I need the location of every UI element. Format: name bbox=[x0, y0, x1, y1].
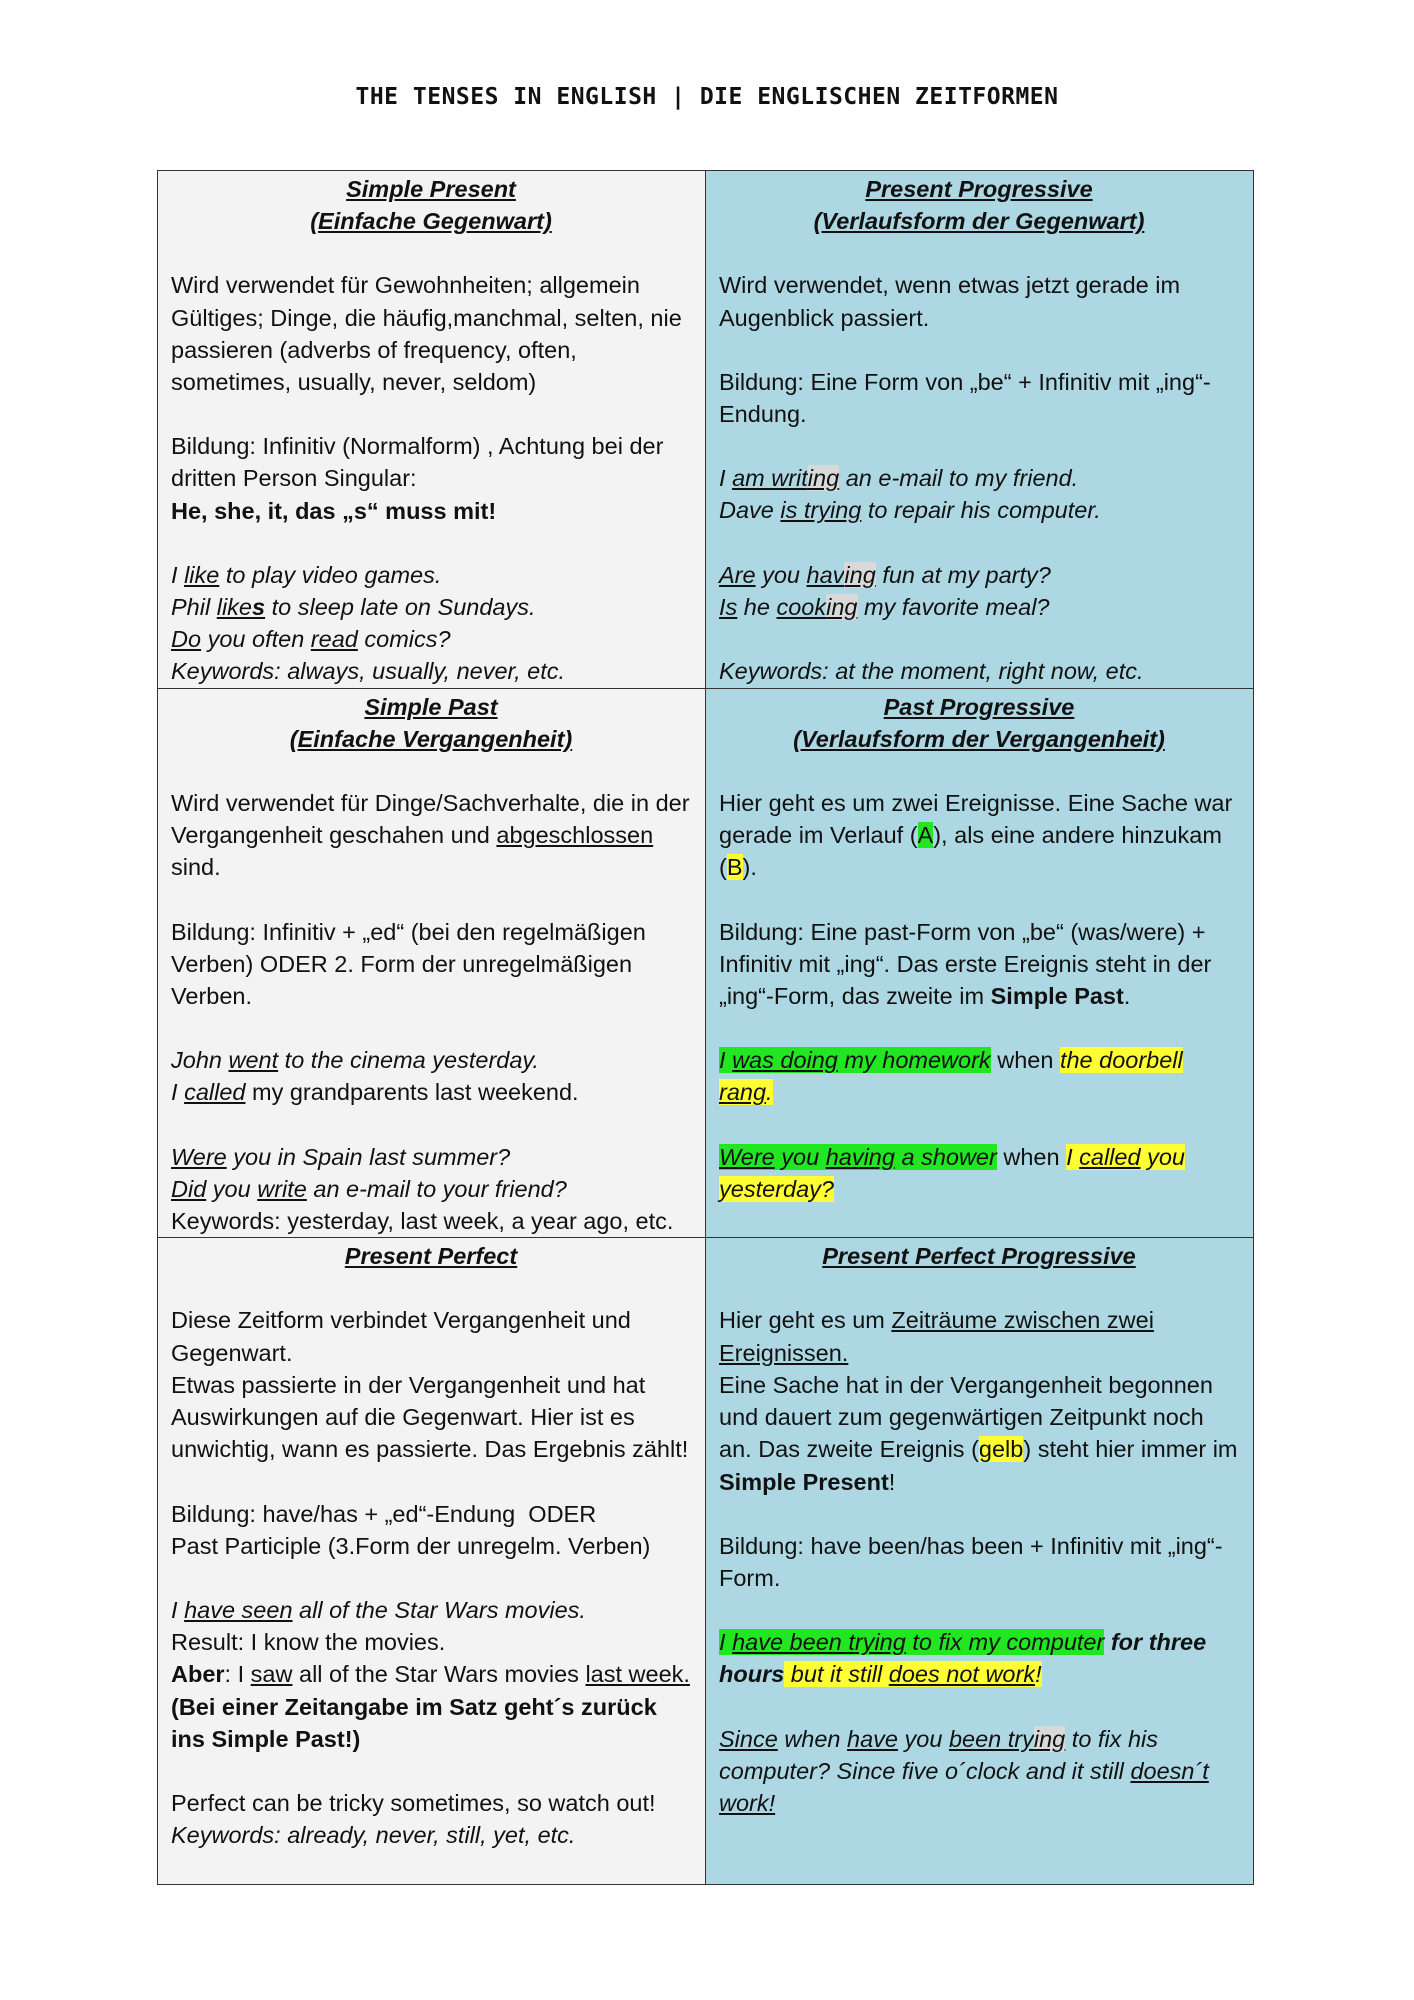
example-1: I like to play video games. bbox=[171, 561, 442, 588]
form-text-2: Past Participle (3.Form der unregelm. Verben) bbox=[171, 1532, 651, 1559]
cell-simple-present bbox=[158, 171, 706, 689]
form-text: Bildung: Eine past-Form von „be“ (was/were) + Infinitiv mit „ing“. Das erste Ereignis steht in der „ing“-Form, das zweite im Simple Past. bbox=[719, 918, 1212, 1010]
cell-present-progressive bbox=[706, 171, 1254, 689]
keywords: Keywords: yesterday, last week, a year ago, etc. bbox=[171, 1208, 674, 1235]
example-2: Were you having a shower when I called you yesterday? bbox=[719, 1143, 1185, 1202]
page-title: THE TENSES IN ENGLISH | DIE ENGLISCHEN ZEITFORMEN bbox=[355, 84, 1059, 110]
use-text-2: Etwas passierte in der Vergangenheit und hat Auswirkungen auf die Gegenwart. Hier ist es unwichtig, wann es passierte. Das Ergebnis zählt! bbox=[171, 1371, 689, 1463]
cell-past-progressive bbox=[706, 688, 1254, 1238]
use-text-2: Eine Sache hat in der Vergangenheit begonnen und dauert zum gegenwärtigen Zeitpunkt noch an. Das zweite Ereignis (gelb) steht hier immer im Simple Present! bbox=[719, 1371, 1238, 1495]
example-4: Is he cooking my favorite meal? bbox=[719, 593, 1050, 620]
subheading-simple-present: (Einfache Gegenwart) bbox=[310, 208, 552, 235]
keywords: Keywords: always, usually, never, etc. bbox=[171, 658, 566, 685]
table-row bbox=[158, 688, 1254, 1238]
example-1: I am writing an e-mail to my friend. bbox=[719, 465, 1079, 492]
form-text: Bildung: Eine Form von „be“ + Infinitiv mit „ing“-Endung. bbox=[719, 368, 1211, 428]
form-rule: He, she, it, das „s“ muss mit! bbox=[171, 497, 497, 524]
heading-simple-present: Simple Present bbox=[346, 176, 516, 202]
example-1: I have seen all of the Star Wars movies. bbox=[171, 1596, 586, 1623]
example-2: Since when have you been trying to fix his computer? Since five o´clock and it still doesn´t work! bbox=[719, 1725, 1209, 1816]
heading-simple-past: Simple Past bbox=[364, 693, 498, 720]
example-4: Did you write an e-mail to your friend? bbox=[171, 1175, 567, 1202]
warning-note: Perfect can be tricky sometimes, so watch out! bbox=[171, 1789, 656, 1816]
form-text: Bildung: Infinitiv + „ed“ (bei den regelmäßigen Verben) ODER 2. Form der unregelmäßigen Verben. bbox=[171, 918, 646, 1010]
heading-present-progressive: Present Progressive bbox=[865, 176, 1093, 202]
cell-present-perfect bbox=[158, 1238, 706, 1885]
example-2: Phil likes to sleep late on Sundays. bbox=[171, 594, 536, 621]
example-2: I called my grandparents last weekend. bbox=[171, 1079, 579, 1106]
cell-present-perfect-progressive bbox=[706, 1238, 1254, 1885]
example-3: Do you often read comics? bbox=[171, 626, 451, 653]
result-text: Result: I know the movies. bbox=[171, 1629, 446, 1656]
example-3: Are you having fun at my party? bbox=[719, 561, 1051, 588]
aber-note: Aber: I saw all of the Star Wars movies last week. (Bei einer Zeitangabe im Satz geht´s zurück ins Simple Past!) bbox=[171, 1661, 690, 1752]
subheading-simple-past: (Einfache Vergangenheit) bbox=[289, 725, 573, 752]
use-text: Wird verwendet für Gewohnheiten; allgemein Gültiges; Dinge, die häufig,manchmal, selten, nie passieren (adverbs of frequency, often, sometimes, usually, never, seldom) bbox=[171, 272, 682, 396]
table-row bbox=[158, 1238, 1254, 1885]
heading-present-perfect: Present Perfect bbox=[344, 1243, 518, 1270]
form-text: Bildung: have been/has been + Infinitiv mit „ing“-Form. bbox=[719, 1532, 1223, 1591]
keywords: Keywords: already, never, still, yet, etc. bbox=[171, 1822, 576, 1849]
heading-past-progressive: Past Progressive bbox=[883, 693, 1075, 720]
subheading-past-progressive: (Verlaufsform der Vergangenheit) bbox=[793, 725, 1165, 752]
example-3: Were you in Spain last summer? bbox=[171, 1143, 511, 1170]
use-text: Wird verwendet, wenn etwas jetzt gerade im Augenblick passiert. bbox=[719, 272, 1181, 331]
cell-simple-past bbox=[158, 688, 706, 1238]
use-text-1: Diese Zeitform verbindet Vergangenheit und Gegenwart. bbox=[171, 1307, 631, 1366]
use-text: Hier geht es um zwei Ereignisse. Eine Sache war gerade im Verlauf (A), als eine andere hinzukam (B). bbox=[719, 790, 1233, 881]
table-row bbox=[158, 171, 1254, 689]
example-2: Dave is trying to repair his computer. bbox=[719, 497, 1101, 524]
example-1: I was doing my homework when the doorbell rang. bbox=[719, 1047, 1183, 1106]
use-text-1: Hier geht es um Zeiträume zwischen zwei Ereignissen. bbox=[719, 1307, 1154, 1366]
example-1: John went to the cinema yesterday. bbox=[171, 1047, 539, 1074]
subheading-present-progressive: (Verlaufsform der Gegenwart) bbox=[813, 208, 1145, 235]
use-text: Wird verwendet für Dinge/Sachverhalte, die in der Vergangenheit geschahen und abgeschlossen sind. bbox=[171, 790, 690, 881]
example-1: I have been trying to fix my computer for three hours but it still does not work! bbox=[719, 1629, 1207, 1688]
tenses-table bbox=[157, 170, 1254, 1885]
form-text-1: Bildung: have/has + „ed“-Endung ODER bbox=[171, 1500, 597, 1527]
heading-present-perfect-progressive: Present Perfect Progressive bbox=[822, 1243, 1136, 1270]
keywords: Keywords: at the moment, right now, etc. bbox=[719, 658, 1144, 685]
form-text: Bildung: Infinitiv (Normalform) , Achtung bei der dritten Person Singular: bbox=[171, 433, 664, 492]
